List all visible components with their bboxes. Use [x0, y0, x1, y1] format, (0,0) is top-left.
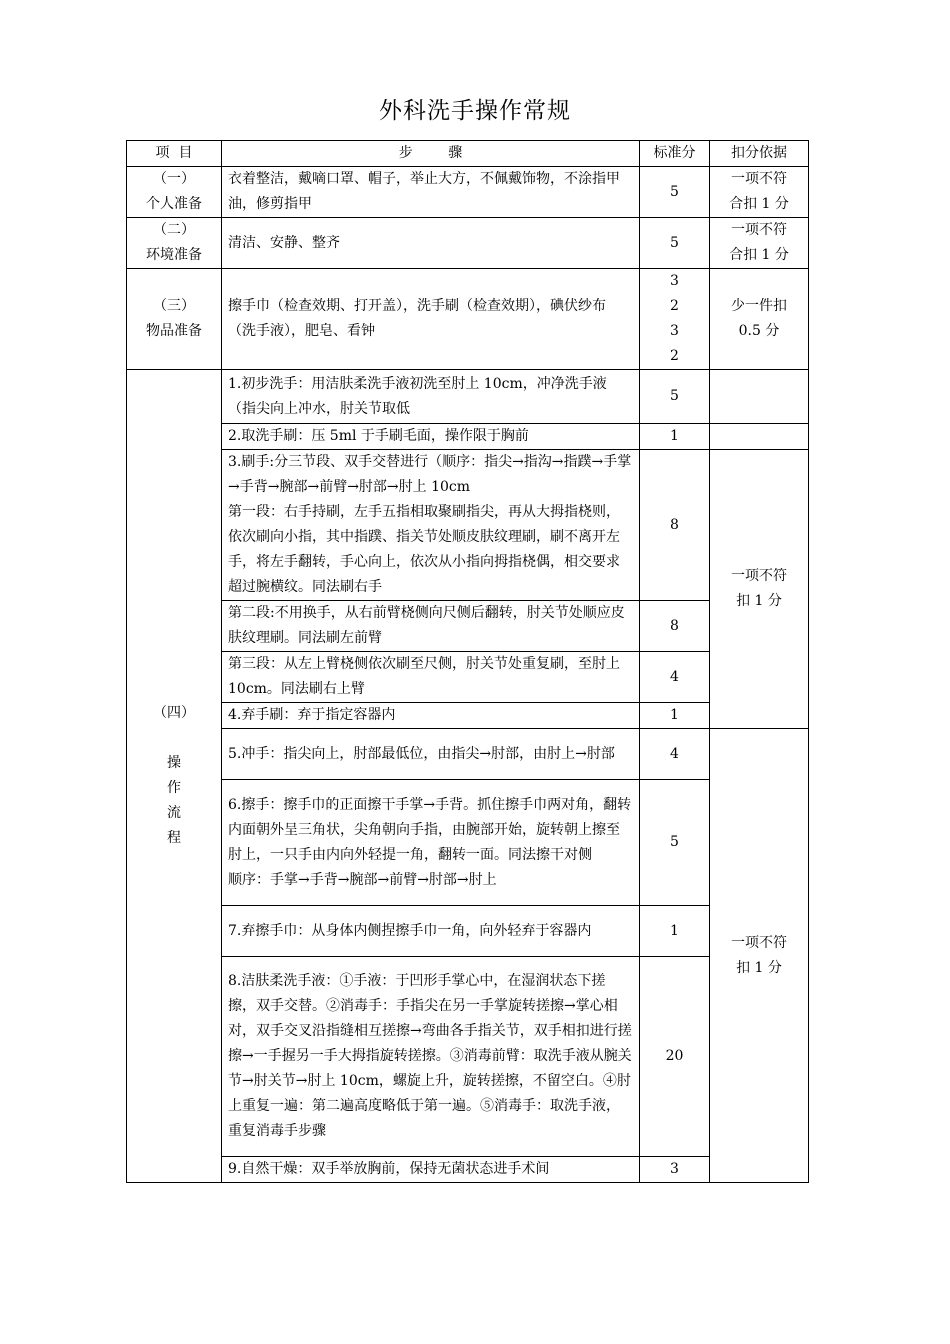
- page-title: 外科洗手操作常规: [379, 98, 571, 124]
- deduction-cell: [710, 370, 809, 424]
- section-name: 物品准备: [146, 323, 202, 339]
- section-char: 操: [167, 755, 181, 771]
- deduction-cell: [710, 450, 809, 729]
- table-row: [127, 601, 809, 652]
- deduction-line: 合扣 1 分: [729, 247, 789, 263]
- score-value: 3: [670, 323, 679, 339]
- step-text: 1.初步洗手：用洁肤柔洗手液初洗至肘上 10cm，冲净洗手液（指尖向上冲水，肘关节取低: [222, 370, 640, 424]
- step-text: 第三段：从左上臂桡侧依次刷至尺侧，肘关节处重复刷，至肘上 10cm。同法刷右上臂: [222, 652, 640, 703]
- step-text: 衣着整洁，戴嘀口罩、帽子，举止大方，不佩戴饰物，不涂指甲油，修剪指甲: [222, 167, 640, 218]
- section-cell: [127, 269, 222, 370]
- deduction-line: 合扣 1 分: [729, 196, 789, 212]
- score-cell: 8: [640, 601, 710, 652]
- step-line: 第一段：右手持刷，左手五指相取聚刷指尖，再从大拇指桡则，依次刷向小指，其中指蹼、指关节处顺皮肤纹理刷，刷不离开左手，将左手翻转，手心向上，依次从小指向拇指桡偶，相交要求超过腕横纹。同法刷右手: [228, 504, 620, 595]
- score-value: 2: [670, 348, 679, 364]
- table-row: [127, 652, 809, 703]
- section-number: （四）: [153, 705, 195, 721]
- step-line: 顺序：手掌→手背→腕部→前臂→肘部→肘上: [228, 871, 497, 888]
- deduction-line: 少一件扣: [731, 298, 787, 314]
- deduction-line: 一项不符: [731, 222, 787, 238]
- section-char: 作: [167, 780, 181, 796]
- step-text: [222, 450, 640, 601]
- section-number: （二）: [153, 222, 195, 238]
- deduction-line: 一项不符: [731, 568, 787, 584]
- table-row: [127, 703, 809, 729]
- step-text: 2.取洗手刷：压 5ml 于手刷毛面，操作限于胸前: [222, 424, 640, 450]
- header-item: 项 目: [127, 141, 222, 167]
- section-cell: [127, 218, 222, 269]
- score-cell: 4: [640, 652, 710, 703]
- step-text: 4.弃手刷：弃于指定容器内: [222, 703, 640, 729]
- table-row: [127, 167, 809, 218]
- step-text: 9.自然干燥：双手举放胸前，保持无菌状态进手术间: [222, 1157, 640, 1183]
- table-row: [127, 780, 809, 906]
- score-cell: 3: [640, 1157, 710, 1183]
- score-cell: [640, 269, 710, 370]
- table-header-row: [127, 141, 809, 167]
- deduction-line: 扣 1 分: [736, 959, 782, 976]
- header-deduction: 扣分依据: [710, 141, 809, 167]
- step-text: 8.洁肤柔洗手液：①手液：于凹形手掌心中，在湿润状态下搓擦，双手交替。②消毒手：手指尖在另一手掌旋转搓擦→掌心相对，双手交叉沿指缝相互搓擦→弯曲各手指关节，双手相扣进行搓擦→一手握另一手大拇指旋转搓擦。③消毒前臂：取洗手液从腕关节→肘关节→肘上 10cm，螺旋上升，旋转搓擦，不留空白。④肘上重复一遍：第二遍高度略低于第一遍。⑤消毒手：取洗手液，重复消毒手步骤: [222, 957, 640, 1157]
- section-cell: [127, 370, 222, 1183]
- section-number: （三）: [153, 298, 195, 314]
- table-row: [127, 729, 809, 780]
- step-text: 清洁、安静、整齐: [222, 218, 640, 269]
- step-line: 6.擦手：擦手巾的正面擦干手掌→手背。抓住擦手巾两对角，翻转内面朝外呈三角状，尖角朝向手指，由腕部开始，旋转朝上擦至肘上，一只手由内向外轻提一角，翻转一面。同法擦干对侧: [228, 796, 632, 863]
- procedure-table: [126, 140, 809, 1183]
- deduction-cell: [710, 167, 809, 218]
- section-name: 环境准备: [146, 247, 202, 263]
- header-steps: 步 骤: [222, 141, 640, 167]
- section-cell: [127, 167, 222, 218]
- table-row: [127, 906, 809, 957]
- section-name: 个人准备: [146, 196, 202, 212]
- score-cell: 5: [640, 167, 710, 218]
- header-score: 标准分: [640, 141, 710, 167]
- deduction-line: 一项不符: [731, 171, 787, 187]
- score-value: 3: [670, 273, 679, 289]
- score-cell: 5: [640, 218, 710, 269]
- deduction-cell: [710, 729, 809, 1183]
- deduction-line: 扣 1 分: [736, 593, 782, 609]
- deduction-line: 0.5 分: [738, 323, 780, 339]
- table-row: [127, 370, 809, 424]
- score-cell: 20: [640, 957, 710, 1157]
- score-cell: 1: [640, 703, 710, 729]
- score-cell: 5: [640, 370, 710, 424]
- table-row: [127, 957, 809, 1157]
- spacer: [133, 726, 215, 751]
- score-cell: 1: [640, 424, 710, 450]
- deduction-cell: [710, 218, 809, 269]
- score-cell: 4: [640, 729, 710, 780]
- deduction-line: 一项不符: [731, 934, 787, 951]
- table-row: [127, 450, 809, 601]
- table-row: [127, 269, 809, 370]
- section-char: 流: [167, 805, 181, 821]
- score-cell: 1: [640, 906, 710, 957]
- table-row: [127, 218, 809, 269]
- table-row: [127, 1157, 809, 1183]
- section-char: 程: [167, 830, 181, 846]
- table-row: [127, 424, 809, 450]
- score-value: 2: [670, 298, 679, 314]
- deduction-cell: [710, 424, 809, 450]
- step-text: 7.弃擦手巾：从身体内侧捏擦手巾一角，向外轻弃于容器内: [222, 906, 640, 957]
- score-cell: 5: [640, 780, 710, 906]
- section-number: （一）: [153, 171, 195, 187]
- step-text: 5.冲手：指尖向上，肘部最低位，由指尖→肘部，由肘上→肘部: [222, 729, 640, 780]
- step-line: 3.刷手:分三节段、双手交替进行（顺序：指尖→指沟→指蹼→手掌→手背→腕部→前臂→肘部→肘上 10cm: [228, 454, 632, 495]
- deduction-cell: [710, 269, 809, 370]
- step-text: 第二段:不用换手，从右前臂桡侧向尺侧后翻转，肘关节处顺应皮肤纹理刷。同法刷左前臂: [222, 601, 640, 652]
- step-text: [222, 780, 640, 906]
- score-cell: 8: [640, 450, 710, 601]
- step-text: 擦手巾（检查效期、打开盖），洗手刷（检查效期），碘伏纱布（洗手液），肥皂、看钟: [222, 269, 640, 370]
